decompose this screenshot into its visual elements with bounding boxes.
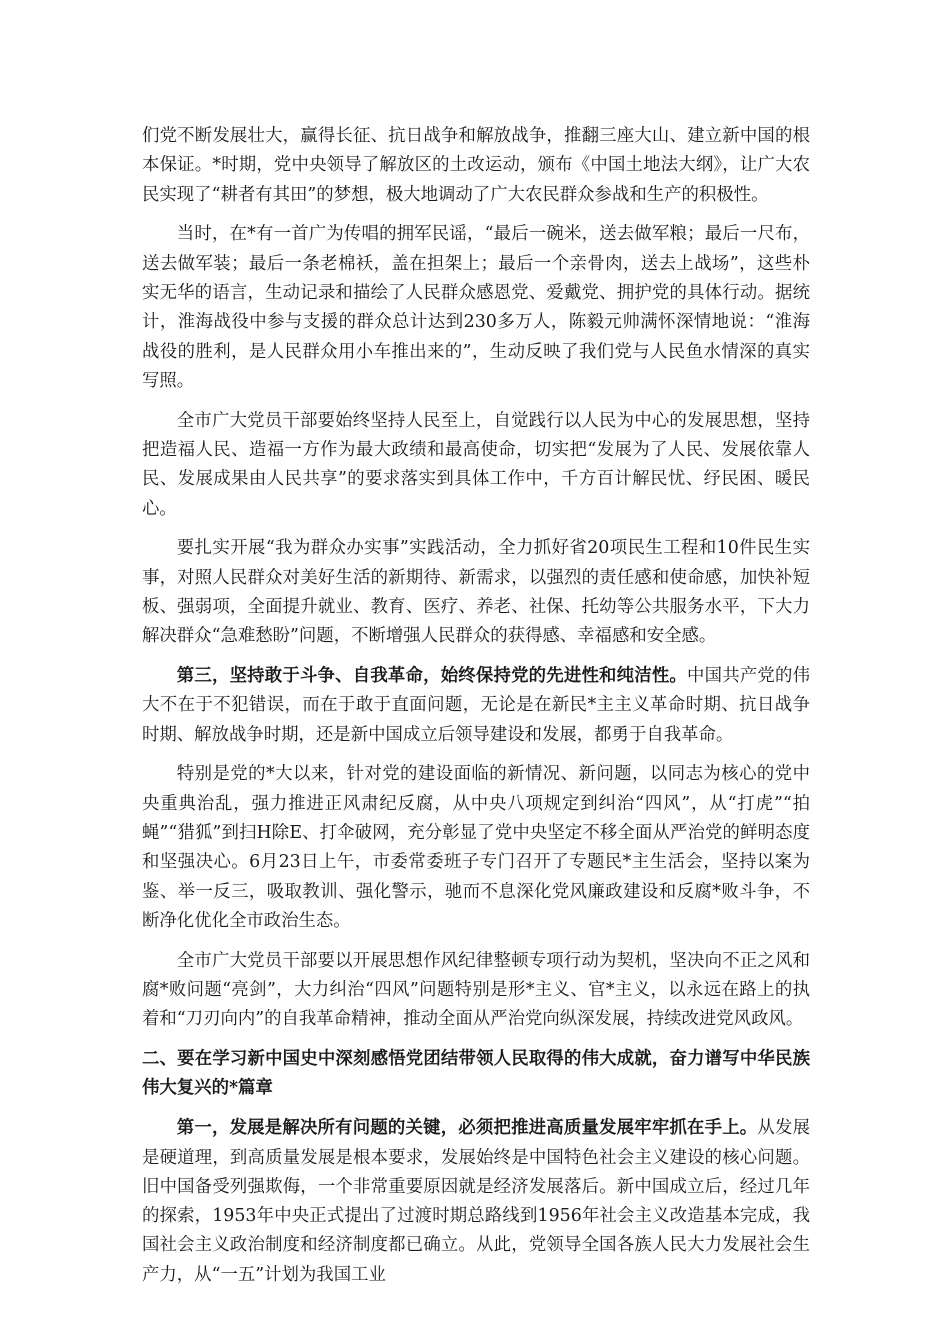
paragraph-body-text: 中国共产党的伟大不在于不犯错误，而在于敢于直面问题，无论是在新民*主主义革命时期、抗日战争时期、解放战争时期，还是新中国成立后领导建设和发展，都勇于自我革命。 <box>142 666 810 745</box>
document-page <box>142 122 810 1300</box>
paragraph-self-revolution <box>142 662 810 750</box>
paragraph-practical-deeds: 要扎实开展“我为群众办实事”实践活动，全力抓好省20项民生工程和10件民生实事，对照人民群众对美好生活的新期待、新需求，以强烈的责任感和使命感，加快补短板、强弱项，全面提升就业、教育、医疗、养老、社保、托幼等公共服务水平，下大力解决群众“急难愁盼”问题，不断增强人民群众的获得感、幸福感和安全感。 <box>142 538 810 647</box>
paragraph-people-first: 全市广大党员干部要始终坚持人民至上，自觉践行以人民为中心的发展思想，坚持把造福人民、造福一方作为最大政绩和最高使命，切实把“发展为了人民、发展依靠人民、发展成果由人民共享”的要求落实到具体工作中，千方百计解民忧、纾民困、暖民心。 <box>142 410 810 519</box>
paragraph-development <box>142 1114 810 1290</box>
paragraph-continuation: 们党不断发展壮大，赢得长征、抗日战争和解放战争，推翻三座大山、建立新中国的根本保证。*时期，党中央领导了解放区的土改运动，颁布《中国土地法大纲》，让广大农民实现了“耕者有其田”的梦想，极大地调动了广大农民群众参战和生产的积极性。 <box>142 126 810 205</box>
paragraph-lead-sentence: 第一，发展是解决所有问题的关键，必须把推进高质量发展牢牢抓在手上。 <box>176 1118 758 1139</box>
paragraph-body-text: 从发展是硬道理，到高质量发展是根本要求，发展始终是中国特色社会主义建设的核心问题。旧中国备受列强欺侮，一个非常重要原因就是经济发展落后。新中国成立后，经过几年的探索，1953年中央正式提出了过渡时期总路线到1956年社会主义改造基本完成，我国社会主义政治制度和经济制度都已确立。从此，党领导全国各族人民大力发展社会生产力，从“一五”计划为我国工业 <box>142 1118 810 1285</box>
paragraph-style-rectification: 全市广大党员干部要以开展思想作风纪律整顿专项行动为契机，坚决向不正之风和腐*败问题“亮剑”，大力纠治“四风”问题特别是形*主义、官*主义，以永远在路上的执着和“刀刃向内”的自我革命精神，推动全面从严治党向纵深发展，持续改进党风政风。 <box>142 950 810 1030</box>
paragraph-lead-sentence: 第三，坚持敢于斗争、自我革命，始终保持党的先进性和纯洁性。 <box>176 666 688 687</box>
paragraph-anti-corruption: 特别是党的*大以来，针对党的建设面临的新情况、新问题，以同志为核心的党中央重典治乱，强力推进正风肃纪反腐，从中央八项规定到纠治“四风”，从“打虎”“拍蝇”“猎狐”到扫H除E、打伞破网，充分彰显了党中央坚定不移全面从严治党的鲜明态度和坚强决心。6月23日上午，市委常委班子专门召开了专题民*主生活会，坚持以案为鉴、举一反三，吸取教训、强化警示，驰而不息深化党风廉政建设和反腐*败斗争，不断净化优化全市政治生态。 <box>142 764 810 931</box>
paragraph-military-ballad: 当时，在*有一首广为传唱的拥军民谣，“最后一碗米，送去做军粮；最后一尺布，送去做军装；最后一条老棉袄，盖在担架上；最后一个亲骨肉，送去上战场”，这些朴实无华的语言，生动记录和描绘了人民群众感恩党、爱戴党、拥护党的具体行动。据统计，淮海战役中参与支援的群众总计达到230多万人，陈毅元帅满怀深情地说：“淮海战役的胜利，是人民群众用小车推出来的”，生动反映了我们党与人民鱼水情深的真实写照。 <box>142 224 810 391</box>
section-heading: 二、要在学习新中国史中深刻感悟党团结带领人民取得的伟大成就，奋力谱写中华民族伟大复兴的*篇章 <box>142 1049 810 1099</box>
